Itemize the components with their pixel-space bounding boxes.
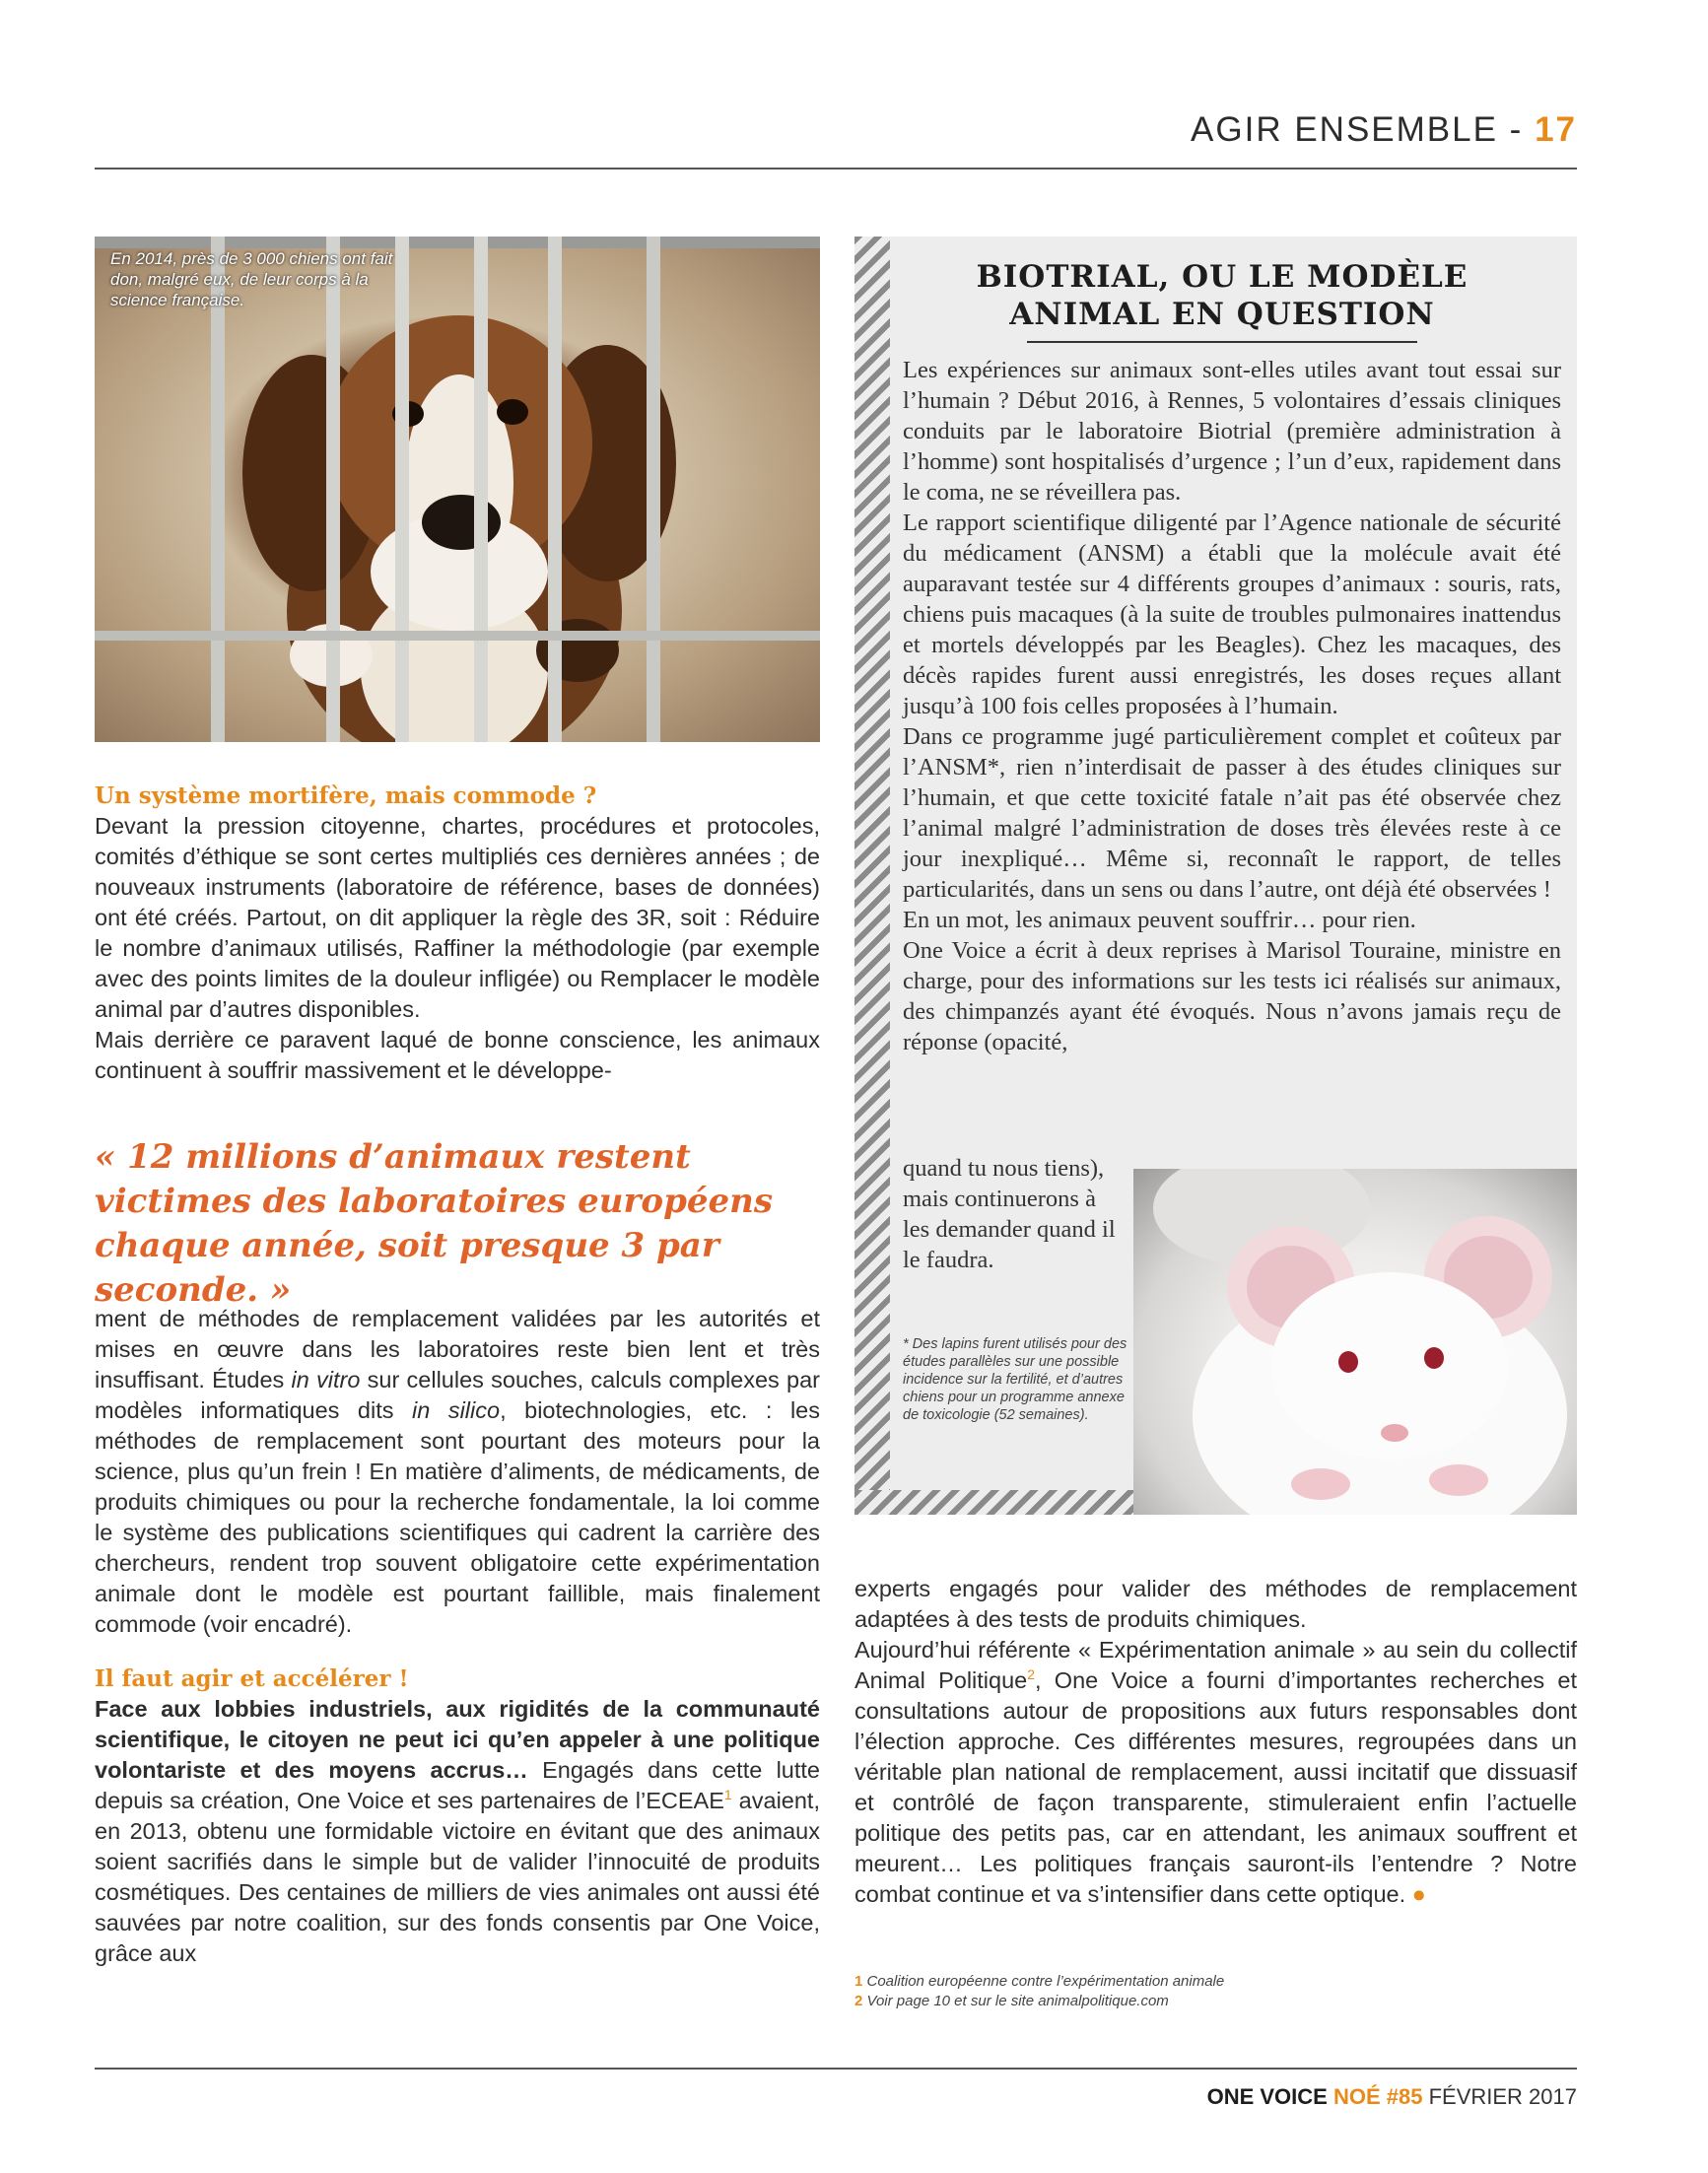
paragraph: Aujourd’hui référente « Expérimentation animale » au sein du collectif Animal Politique$^2$, One Voice a fourni d’importantes recherches et consultations autour de propositions aux futurs responsables dont l’élection approche. Ces différentes mesures, regroupées dans un véritable plan national de remplacement, aussi incitatif que dissuasif et contrôlé de façon transparente, stimuleraient enfin l’actuelle politique des petits pas, car en attendant, les animaux souffrent et meurent… Les politiques français sauront-ils l’entendre ? Notre combat continue et va s’intensifier dans cette optique. ●	[854, 1637, 1577, 1907]
paragraph: Mais derrière ce paravent laqué de bonne conscience, les animaux continuent à souffrir massivement et le développe-	[95, 1027, 820, 1083]
section-header	[1124, 110, 1577, 150]
paragraph: Dans ce programme jugé particulièrement complet et coûteux par l’ANSM*, rien n’interdisait de passer à des études cliniques sur l’humain, et que cette toxicité fatale n’ait pas été observée chez l’animal malgré l’administration de doses très élevées reste à ce jour inexpliqué… Même si, reconnaît le rapport, de telles particularités, dans un sens ou dans l’autre, ont déjà été observées !	[903, 723, 1561, 903]
paragraph: Devant la pression citoyenne, chartes, procédures et protocoles, comités d’éthique se sont certes multipliés ces dernières années ; de nouveaux instruments (laboratoire de référence, bases de données) ont été créés. Partout, on dit appliquer la règle des 3R, soit : Réduire le nombre d’animaux utilisés, Raffiner la méthodologie (par exemple avec des points limites de la douleur infligée) ou Remplacer le modèle animal par d’autres disponibles.	[95, 813, 820, 1022]
paragraph: Les expériences sur animaux sont-elles utiles avant tout essai sur l’humain ? Début 2016, à Rennes, 5 volontaires d’essais cliniques conduits par le laboratoire Biotrial (première administration à l’homme) sont hospitalisés d’urgence ; l’un d’eux, rapidement dans le coma, ne se réveillera pas.	[903, 357, 1561, 506]
footer-date: FÉVRIER 2017	[1428, 2084, 1577, 2109]
paragraph: En un mot, les animaux peuvent souffrir… pour rien.	[903, 907, 1416, 933]
paragraph: Face aux lobbies industriels, aux rigidités de la communauté scientifique, le citoyen ne peut ici qu’en appeler à une politique volontariste et des moyens accrus… Engagés dans cette lutte depuis sa création, One Voice et ses partenaires de l’ECEAE$^1$ avaient, en 2013, obtenu une formidable victoire en évitant que des animaux soient sacrifiés dans le simple but de valider l’innocuité de produits cosmétiques. Des centaines de milliers de vies animales ont aussi été sauvées par notre coalition, sur des fonds consentis par One Voice, grâce aux	[95, 1696, 821, 1966]
mouse-illustration	[1133, 1169, 1577, 1515]
left-column-lower	[95, 1304, 820, 1969]
sidebar-title: BIOTRIAL, OU LE MODÈLE ANIMAL EN QUESTION	[976, 259, 1469, 332]
sidebar-stripe-decoration	[854, 237, 890, 1515]
paragraph: One Voice a écrit à deux reprises à Marisol Touraine, ministre en charge, pour des informations sur les tests ici réalisés sur animaux, des chimpanzés ayant été évoqués. Nous n’avons jamais reçu de réponse (opacité,	[903, 937, 1561, 1055]
footnote-2: 2 Voir page 10 et sur le site animalpolitique.com	[854, 1993, 1169, 2009]
section-heading-2: Il faut agir et accélérer !	[95, 1665, 409, 1692]
page-footer	[1084, 2084, 1577, 2110]
footer-divider	[95, 2068, 1577, 2070]
beagle-illustration	[95, 237, 820, 742]
sidebar-text	[903, 355, 1561, 1057]
photo-caption: En 2014, près de 3 000 chiens ont fait don, malgré eux, de leur corps à la science française.	[110, 249, 393, 309]
end-mark: ●	[1411, 1881, 1426, 1907]
section-heading-1: Un système mortifère, mais commode ?	[95, 782, 597, 809]
sidebar-footnote: * Des lapins furent utilisés pour des études parallèles sur une possible incidence sur la fertilité, et d’autres chiens pour un programme annexe de toxicologie (52 semaines).	[903, 1336, 1127, 1423]
footer-brand: ONE VOICE	[1206, 2084, 1328, 2109]
right-column-lower	[854, 1574, 1577, 1910]
footnote-1: 1 Coalition européenne contre l’expérimentation animale	[854, 1973, 1225, 1990]
sidebar-title-rule	[1027, 341, 1417, 343]
sidebar-text-end: quand tu nous tiens), mais continuerons à les demander quand il le faudra.	[903, 1155, 1116, 1273]
paragraph: ment de méthodes de remplacement validées par les autorités et mises en œuvre dans les laboratoires reste bien lent et très insuffisant. Études in vitro sur cellules souches, calculs complexes par modèles informatiques dits in silico, biotechnologies, etc. : les méthodes de remplacement sont pourtant des moteurs pour la science, plus qu’un frein ! En matière d’aliments, de médicaments, de produits chimiques ou pour la recherche fondamentale, la loi comme le système des publications scientifiques qui cadrent la carrière des chercheurs, rendent trop souvent obligatoire cette expérimentation animale dont le modèle est pourtant faillible, mais finalement commode (voir encadré).	[95, 1306, 820, 1637]
left-column-upper	[95, 781, 820, 1086]
pull-quote: « 12 millions d’animaux restent victimes des laboratoires européens chaque année, soit presque 3 par seconde. »	[95, 1137, 773, 1310]
photo-white-mouse	[1133, 1169, 1577, 1515]
photo-beagle	[95, 237, 820, 742]
section-title: AGIR ENSEMBLE -	[1191, 110, 1536, 149]
page-number: 17	[1535, 110, 1577, 149]
paragraph: Le rapport scientifique diligenté par l’Agence nationale de sécurité du médicament (ANSM) a établi que la molécule avait été auparavant testée sur 4 différents groupes d’animaux : souris, rats, chiens puis macaques (à la suite de troubles pulmonaires inattendus et mortels développés par les Beagles). Chez les macaques, des décès rapides furent aussi enregistrés, les doses reçues allant jusqu’à 100 fois celles proposées à l’humain.	[903, 509, 1561, 719]
paragraph: experts engagés pour valider des méthodes de remplacement adaptées à des tests de produits chimiques.	[854, 1576, 1577, 1632]
footer-magazine: NOÉ #85	[1332, 2084, 1423, 2109]
header-divider	[95, 168, 1577, 170]
